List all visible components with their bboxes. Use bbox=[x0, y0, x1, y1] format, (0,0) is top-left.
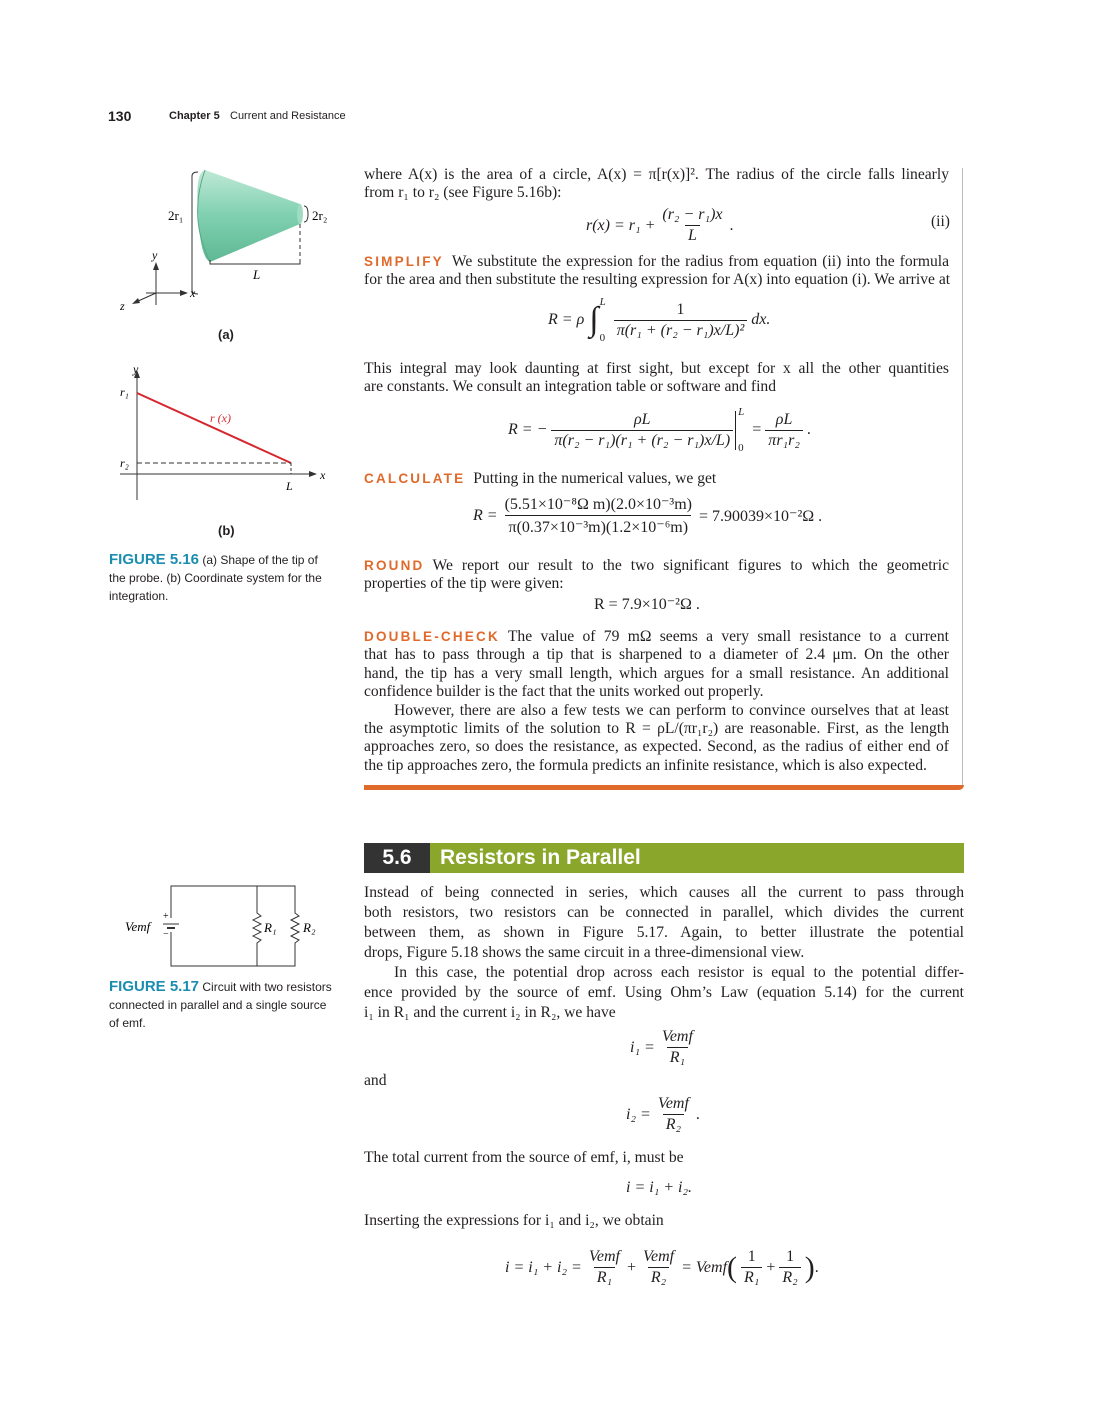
text-line: In this case, the potential drop across each resistor is equal to the potential differ- bbox=[394, 964, 964, 981]
integral-limits bbox=[600, 296, 606, 344]
simplify-step bbox=[364, 253, 949, 290]
axis-y-label: y bbox=[133, 362, 139, 376]
integral-sign: ∫ bbox=[589, 301, 599, 338]
text-line: hand, the tip has a very small length, which argues for a small resistance. An additional bbox=[364, 664, 949, 682]
label-L: L bbox=[253, 267, 261, 282]
text-line: drops, Figure 5.18 shows the same circuit in a three-dimensional view. bbox=[364, 944, 805, 961]
figure-5-17-circuit bbox=[125, 880, 325, 972]
r-of-x-line bbox=[137, 393, 291, 463]
lower-limit: 0 bbox=[738, 442, 744, 454]
step-label: ROUND bbox=[364, 558, 425, 573]
upper-limit: L bbox=[599, 296, 606, 308]
lower-limit: 0 bbox=[599, 332, 606, 344]
text-line: for the area and then substitute the resulting expression for A(x) into equation (i). We arrive at bbox=[364, 271, 951, 289]
equation-round: R = 7.9×10⁻²Ω . bbox=[594, 596, 700, 613]
r-of-x-label: r (x) bbox=[210, 411, 231, 425]
text-line: both resistors, two resistors can be connected in parallel, which divides the current bbox=[364, 904, 964, 921]
text-line: are constants. We consult an integration table or software and find bbox=[364, 378, 776, 396]
label-2r1: 2r₁ bbox=[168, 208, 184, 223]
text-line: DOUBLE-CHECK The value of 79 mΩ seems a very small resistance to a current bbox=[364, 628, 949, 645]
text-line: i₁ in R₁ and the current i₂ in R₂, we have bbox=[364, 1004, 616, 1021]
total-current-text bbox=[364, 1148, 964, 1168]
r2-label: r₂ bbox=[120, 456, 129, 470]
text-line: Inserting the expressions for i₁ and i₂, we obtain bbox=[364, 1212, 664, 1229]
section-paragraph bbox=[364, 883, 964, 1023]
section-header bbox=[364, 843, 964, 873]
text-line: CALCULATE Putting in the numerical values, we get bbox=[364, 470, 717, 487]
r1-label: r₁ bbox=[120, 385, 129, 399]
text-line: confidence builder is the fact that the units worked out properly. bbox=[364, 683, 764, 701]
equation-ii: r(x) = r₁ + $\frac{\text{(r₂ − r₁)x}}{L}$ . bbox=[586, 206, 734, 244]
text-line: that has to pass through a tip that is sharpened to a diameter of 2.4 μm. On the other bbox=[364, 646, 949, 664]
evaluation-limits bbox=[738, 406, 744, 454]
text-line: SIMPLIFY We substitute the expression for the radius from equation (ii) into the formula bbox=[364, 253, 949, 270]
text-line: and bbox=[364, 1072, 387, 1089]
r1-label: R₁ bbox=[264, 920, 277, 935]
equation-i1: i₁ = $\frac{\text{Vemf}}{\text{R₁}}$ bbox=[630, 1028, 693, 1066]
example-box-bottom-bar bbox=[364, 785, 964, 790]
figure-label-a: (a) bbox=[218, 327, 234, 342]
text-line: However, there are also a few tests we can perform to convince ourselves that at least bbox=[394, 701, 949, 719]
figure-5-16-caption: FIGURE 5.16 (a) Shape of the tip of the probe. (b) Coordinate system for the integration. bbox=[109, 551, 322, 603]
equation-tag: (ii) bbox=[931, 213, 950, 230]
round-step bbox=[364, 557, 949, 594]
paragraph-integral bbox=[364, 360, 949, 397]
minus-sign: − bbox=[163, 929, 169, 940]
vemf-label: Vemf bbox=[125, 919, 151, 934]
text-line: properties of the tip were given: bbox=[364, 575, 564, 593]
step-label: SIMPLIFY bbox=[364, 254, 444, 269]
figure-label-b: (b) bbox=[218, 523, 235, 538]
text-line: ence provided by the source of emf. Using Ohm’s Law (equation 5.14) for the current bbox=[364, 984, 964, 1001]
calculate-step bbox=[364, 470, 949, 488]
chapter-label: Chapter 5 bbox=[169, 110, 220, 122]
text-line: the tip approaches zero, the formula predicts an infinite resistance, which is also expected. bbox=[364, 756, 927, 774]
axis-x-label: x bbox=[190, 286, 196, 300]
equation-integral: R = ρ ∫ L 0 $\frac{1}{\text{π(r₁ + (r₂ − r₁)x/L)²}}$ dx. bbox=[548, 296, 771, 344]
step-label: CALCULATE bbox=[364, 471, 466, 486]
equation-integral-result: R = − $\frac{\rho L}{\text{π(r₂ − r₁)(r₁ + (r₂ − r₁)x/L)}}$ L 0 = $\frac{\rho L}{\text{πr₁r₂}}$ . bbox=[508, 406, 811, 454]
equation-i2: i₂ = $\frac{\text{Vemf}}{\text{R₂}}$ . bbox=[626, 1095, 700, 1133]
inserting-text bbox=[364, 1211, 964, 1231]
plus-sign: + bbox=[163, 911, 169, 922]
upper-limit: L bbox=[738, 406, 745, 418]
axis-x-label: x bbox=[320, 468, 326, 482]
text-line: where A(x) is the area of a circle, A(x) = π[r(x)]². The radius of the circle falls linearly bbox=[364, 166, 949, 183]
r2-label: R₂ bbox=[303, 920, 316, 935]
equation-sum: i = i₁ + i₂. bbox=[626, 1179, 693, 1196]
page-number: 130 bbox=[108, 108, 132, 124]
label-2r2: 2r₂ bbox=[312, 208, 328, 223]
equation-calculate: R = $\frac{\text{(5.51×10⁻⁸Ω m)(2.0×10⁻³m)}}{\text{π(0.37×10⁻³m)(1.2×10⁻⁶m)}}$ = 7.90039×10⁻²Ω . bbox=[473, 496, 823, 536]
chapter-title: Current and Resistance bbox=[230, 110, 346, 122]
double-check-step bbox=[364, 628, 949, 775]
figure-5-16b-graph bbox=[110, 362, 340, 502]
axis-z-label: z bbox=[120, 299, 125, 313]
text-line: from r₁ to r₂ (see Figure 5.16b): bbox=[364, 184, 562, 202]
text-line: between them, as shown in Figure 5.17. Again, to better illustrate the potential bbox=[364, 924, 964, 941]
figure-5-16a-cone bbox=[110, 162, 350, 352]
text-line: approaches zero, so does the resistance, as expected. Second, as the radius of either end of bbox=[364, 738, 949, 756]
text-line: the asymptotic limits of the solution to R = ρL/(πr₁r₂) are reasonable. First, as the length bbox=[364, 719, 949, 737]
section-number: 5.6 bbox=[364, 843, 430, 873]
text-line: The total current from the source of emf, i, must be bbox=[364, 1149, 684, 1166]
step-label: DOUBLE-CHECK bbox=[364, 629, 500, 644]
section-title: Resistors in Parallel bbox=[440, 846, 641, 869]
and-text bbox=[364, 1071, 964, 1091]
text-line: ROUND We report our result to the two significant figures to which the geometric bbox=[364, 557, 949, 574]
figure-number: FIGURE 5.16 bbox=[109, 551, 200, 568]
example-box-border bbox=[962, 168, 963, 788]
equation-final: i = i₁ + i₂ = $\frac{\text{Vemf}}{\text{R₁}}$ + $\frac{\text{Vemf}}{\text{R₂}}$ = Vemf ( $\frac{1}{\text{R₁}}$ + $\frac{1}{\text{R₂}}$ ) . bbox=[505, 1248, 819, 1286]
axis-y-label: y bbox=[152, 248, 158, 262]
paragraph-area-definition bbox=[364, 166, 949, 203]
label-L: L bbox=[286, 479, 293, 493]
text-line: This integral may look daunting at first sight, but except for x all the other quantities bbox=[364, 360, 949, 377]
figure-5-17-caption: FIGURE 5.17 Circuit with two resistors connected in parallel and a single source of emf. bbox=[109, 978, 332, 1030]
figure-number: FIGURE 5.17 bbox=[109, 978, 200, 995]
text-line: Instead of being connected in series, which causes all the current to pass through bbox=[364, 884, 964, 901]
